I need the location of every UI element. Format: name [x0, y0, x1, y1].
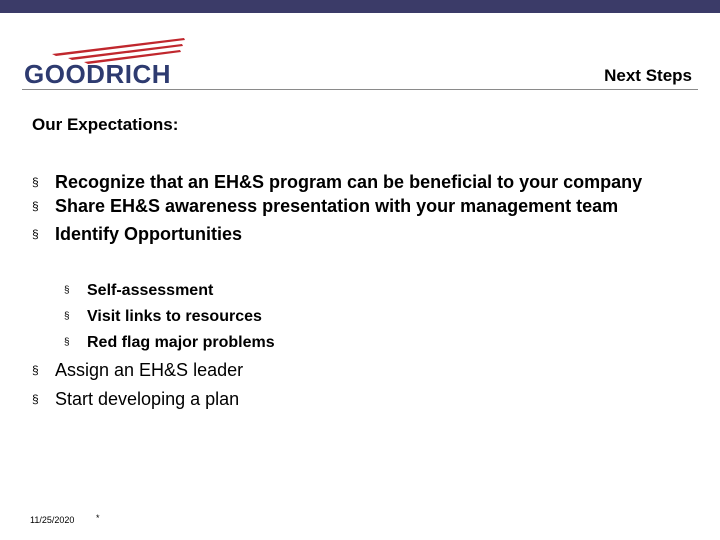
sub-bullet-list — [64, 280, 624, 358]
sub-list-item — [64, 306, 624, 328]
section-heading: Our Expectations: — [32, 115, 179, 134]
bullet-icon: § — [32, 199, 39, 213]
list-item — [32, 223, 702, 245]
bullet-icon: § — [64, 311, 70, 322]
goodrich-logo — [22, 36, 192, 88]
sub-list-item — [64, 332, 624, 354]
list-item-text: Recognize that an EH&S program can be beneficial to your company — [55, 172, 643, 192]
sub-list-item-text: Red flag major problems — [87, 334, 275, 351]
bullet-icon: § — [64, 337, 70, 348]
bullet-icon: § — [32, 392, 39, 406]
logo-wordmark: GOODRICH — [24, 59, 171, 88]
footer-date: 11/25/2020 — [30, 515, 75, 525]
list-item-text: Assign an EH&S leader — [55, 360, 244, 380]
list-item — [32, 359, 702, 381]
sub-list-item — [64, 280, 624, 302]
bullet-icon: § — [32, 363, 39, 377]
bullet-list-continued — [32, 359, 702, 417]
sub-list-item-text: Self-assessment — [87, 282, 214, 299]
list-item-text: Start developing a plan — [55, 389, 240, 409]
slide-title: Next Steps — [604, 66, 692, 85]
bullet-icon: § — [32, 175, 39, 189]
list-item-text: Identify Opportunities — [55, 224, 242, 244]
page-number: * — [96, 513, 100, 523]
list-item — [32, 388, 702, 410]
list-item — [32, 171, 702, 193]
bullet-list — [32, 171, 702, 251]
bullet-icon: § — [64, 285, 70, 296]
list-item — [32, 195, 702, 217]
top-bar — [0, 0, 720, 13]
title-divider — [22, 89, 698, 90]
list-item-text: Share EH&S awareness presentation with your management team — [55, 196, 619, 216]
sub-list-item-text: Visit links to resources — [87, 308, 262, 325]
bullet-icon: § — [32, 227, 39, 241]
